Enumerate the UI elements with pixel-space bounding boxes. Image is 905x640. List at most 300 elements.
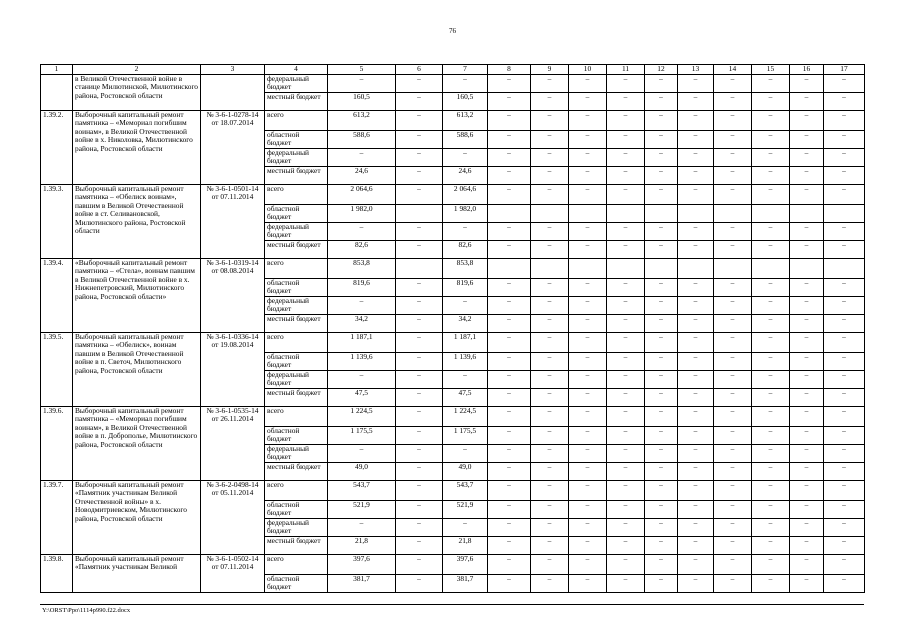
- value-col-17: [824, 204, 865, 222]
- column-header: 6: [396, 65, 443, 75]
- value-col-16: –: [790, 74, 824, 92]
- value-col-16: –: [790, 536, 824, 554]
- value-col-17: [824, 258, 865, 278]
- table-row: [41, 554, 865, 574]
- value-col-13: –: [678, 426, 714, 444]
- value-v6: –: [396, 554, 443, 574]
- page-number: 76: [449, 27, 456, 35]
- value-col-14: –: [714, 92, 752, 110]
- value-col-12: –: [645, 462, 678, 480]
- value-v5: –: [328, 148, 396, 166]
- value-col-15: –: [752, 536, 790, 554]
- value-col-8: –: [488, 352, 531, 370]
- value-col-11: –: [607, 518, 645, 536]
- value-col-9: –: [531, 222, 569, 240]
- value-col-16: –: [790, 110, 824, 130]
- value-col-12: –: [645, 130, 678, 148]
- value-col-14: –: [714, 130, 752, 148]
- value-col-10: –: [569, 426, 607, 444]
- value-col-14: –: [714, 370, 752, 388]
- value-col-16: –: [790, 314, 824, 332]
- funding-type: всего: [265, 110, 328, 130]
- value-col-8: –: [488, 314, 531, 332]
- value-col-10: –: [569, 536, 607, 554]
- funding-type: всего: [265, 258, 328, 278]
- value-col-8: –: [488, 332, 531, 352]
- value-col-17: –: [824, 74, 865, 92]
- value-v5: 2 064,6: [328, 184, 396, 204]
- value-col-12: –: [645, 406, 678, 426]
- value-v7: 34,2: [443, 314, 488, 332]
- value-col-14: –: [714, 148, 752, 166]
- value-col-12: –: [645, 536, 678, 554]
- value-col-11: –: [607, 166, 645, 184]
- value-col-15: [752, 258, 790, 278]
- value-col-11: –: [607, 370, 645, 388]
- value-col-11: –: [607, 444, 645, 462]
- value-col-11: –: [607, 332, 645, 352]
- value-v6: –: [396, 314, 443, 332]
- funding-type: областной бюджет: [265, 574, 328, 592]
- value-col-14: –: [714, 296, 752, 314]
- funding-type: федеральный бюджет: [265, 370, 328, 388]
- value-col-9: [531, 204, 569, 222]
- item-number: 1.39.2.: [41, 110, 73, 184]
- value-v6: –: [396, 296, 443, 314]
- value-col-11: [607, 258, 645, 278]
- value-col-15: –: [752, 462, 790, 480]
- table-body: [41, 65, 865, 593]
- value-v6: –: [396, 536, 443, 554]
- value-v6: –: [396, 130, 443, 148]
- value-v6: –: [396, 518, 443, 536]
- value-col-15: –: [752, 222, 790, 240]
- table-row: [41, 184, 865, 204]
- funding-type: областной бюджет: [265, 130, 328, 148]
- value-v6: –: [396, 574, 443, 592]
- value-col-13: –: [678, 184, 714, 204]
- value-col-10: –: [569, 444, 607, 462]
- item-document: № 3-6-1-0319-14 от 08.08.2014: [201, 258, 265, 332]
- value-col-13: –: [678, 462, 714, 480]
- value-col-17: –: [824, 480, 865, 500]
- value-col-17: –: [824, 444, 865, 462]
- value-col-11: –: [607, 74, 645, 92]
- value-v5: 588,6: [328, 130, 396, 148]
- value-col-11: [607, 204, 645, 222]
- item-document: № 3-6-2-0498-14 от 05.11.2014: [201, 480, 265, 554]
- column-header: 9: [531, 65, 569, 75]
- value-col-17: –: [824, 370, 865, 388]
- value-col-9: –: [531, 74, 569, 92]
- value-col-16: –: [790, 480, 824, 500]
- value-col-14: –: [714, 184, 752, 204]
- value-v6: –: [396, 332, 443, 352]
- value-col-12: –: [645, 500, 678, 518]
- value-col-16: [790, 204, 824, 222]
- value-col-15: –: [752, 352, 790, 370]
- value-col-9: –: [531, 500, 569, 518]
- value-col-8: –: [488, 426, 531, 444]
- value-col-10: –: [569, 332, 607, 352]
- value-col-10: –: [569, 314, 607, 332]
- value-col-17: –: [824, 536, 865, 554]
- value-v5: 1 224,5: [328, 406, 396, 426]
- funding-type: всего: [265, 184, 328, 204]
- value-col-8: –: [488, 74, 531, 92]
- value-col-13: –: [678, 406, 714, 426]
- value-col-8: –: [488, 130, 531, 148]
- value-col-17: –: [824, 222, 865, 240]
- value-v7: 1 224,5: [443, 406, 488, 426]
- value-v5: 160,5: [328, 92, 396, 110]
- value-col-14: –: [714, 536, 752, 554]
- value-col-17: –: [824, 574, 865, 592]
- value-col-16: –: [790, 184, 824, 204]
- item-document: № 3-6-1-0278-14 от 18.07.2014: [201, 110, 265, 184]
- value-col-11: –: [607, 426, 645, 444]
- value-col-10: –: [569, 480, 607, 500]
- value-col-17: –: [824, 406, 865, 426]
- value-v7: 160,5: [443, 92, 488, 110]
- value-col-10: –: [569, 296, 607, 314]
- value-col-10: –: [569, 406, 607, 426]
- value-col-16: –: [790, 554, 824, 574]
- value-col-15: –: [752, 240, 790, 258]
- value-col-14: –: [714, 240, 752, 258]
- value-v7: 543,7: [443, 480, 488, 500]
- value-col-15: –: [752, 296, 790, 314]
- value-v5: –: [328, 296, 396, 314]
- value-col-12: –: [645, 278, 678, 296]
- value-col-14: –: [714, 74, 752, 92]
- value-col-13: –: [678, 278, 714, 296]
- value-col-8: –: [488, 462, 531, 480]
- value-v7: –: [443, 518, 488, 536]
- funding-type: федеральный бюджет: [265, 222, 328, 240]
- value-v6: –: [396, 462, 443, 480]
- value-col-10: –: [569, 222, 607, 240]
- value-col-10: –: [569, 148, 607, 166]
- value-v6: –: [396, 444, 443, 462]
- funding-type: местный бюджет: [265, 92, 328, 110]
- value-col-9: –: [531, 480, 569, 500]
- value-col-12: –: [645, 110, 678, 130]
- value-col-9: –: [531, 130, 569, 148]
- value-col-16: –: [790, 332, 824, 352]
- value-col-17: –: [824, 314, 865, 332]
- column-header: 5: [328, 65, 396, 75]
- value-col-12: –: [645, 166, 678, 184]
- value-v5: –: [328, 74, 396, 92]
- value-col-12: –: [645, 222, 678, 240]
- value-col-13: –: [678, 314, 714, 332]
- value-col-8: –: [488, 500, 531, 518]
- value-col-17: –: [824, 184, 865, 204]
- value-col-14: –: [714, 314, 752, 332]
- item-document: № 3-6-1-0336-14 от 19.08.2014: [201, 332, 265, 406]
- value-v7: 1 139,6: [443, 352, 488, 370]
- value-col-13: [678, 204, 714, 222]
- value-col-16: –: [790, 500, 824, 518]
- value-col-16: –: [790, 240, 824, 258]
- item-document: № 3-6-1-0502-14 от 07.11.2014: [201, 554, 265, 592]
- value-col-16: –: [790, 444, 824, 462]
- value-col-15: –: [752, 332, 790, 352]
- value-col-12: –: [645, 444, 678, 462]
- item-document: № 3-6-1-0535-14 от 26.11.2014: [201, 406, 265, 480]
- value-v7: 1 175,5: [443, 426, 488, 444]
- column-header: 3: [201, 65, 265, 75]
- value-col-13: –: [678, 554, 714, 574]
- column-header: 11: [607, 65, 645, 75]
- item-number: 1.39.6.: [41, 406, 73, 480]
- value-col-12: –: [645, 332, 678, 352]
- value-col-8: –: [488, 388, 531, 406]
- value-v7: 1 982,0: [443, 204, 488, 222]
- value-col-12: –: [645, 388, 678, 406]
- value-v7: –: [443, 74, 488, 92]
- value-col-8: –: [488, 92, 531, 110]
- value-col-9: –: [531, 332, 569, 352]
- value-v5: 34,2: [328, 314, 396, 332]
- value-col-11: –: [607, 296, 645, 314]
- item-name: Выборочный капитальный ремонт памятника – «Обелиск», воинам павшим в Великой Отечественной войне в п. Светоч, Милютинского района, Ростовской области: [73, 332, 201, 406]
- value-col-16: –: [790, 388, 824, 406]
- value-col-11: –: [607, 278, 645, 296]
- value-col-9: –: [531, 296, 569, 314]
- value-col-15: –: [752, 480, 790, 500]
- value-col-9: –: [531, 278, 569, 296]
- value-col-13: –: [678, 332, 714, 352]
- value-col-17: –: [824, 240, 865, 258]
- value-col-8: –: [488, 110, 531, 130]
- value-v6: –: [396, 148, 443, 166]
- value-col-11: –: [607, 480, 645, 500]
- value-v6: –: [396, 92, 443, 110]
- value-col-15: –: [752, 574, 790, 592]
- value-col-8: –: [488, 184, 531, 204]
- funding-type: федеральный бюджет: [265, 444, 328, 462]
- value-v6: –: [396, 184, 443, 204]
- value-col-9: –: [531, 518, 569, 536]
- value-col-9: –: [531, 92, 569, 110]
- value-v5: –: [328, 518, 396, 536]
- value-col-15: –: [752, 444, 790, 462]
- value-col-13: –: [678, 296, 714, 314]
- value-col-15: –: [752, 148, 790, 166]
- column-header: 17: [824, 65, 865, 75]
- item-number: 1.39.8.: [41, 554, 73, 592]
- value-v5: 1 139,6: [328, 352, 396, 370]
- value-col-11: –: [607, 222, 645, 240]
- value-v6: –: [396, 426, 443, 444]
- funding-type: всего: [265, 480, 328, 500]
- value-v6: –: [396, 240, 443, 258]
- value-col-12: –: [645, 92, 678, 110]
- value-v5: 613,2: [328, 110, 396, 130]
- value-col-13: –: [678, 370, 714, 388]
- value-col-14: –: [714, 462, 752, 480]
- value-v7: 819,6: [443, 278, 488, 296]
- value-v7: 82,6: [443, 240, 488, 258]
- value-col-8: –: [488, 406, 531, 426]
- item-name: Выборочный капитальный ремонт памятника – «Мемориал погибшим воинам», в Великой Отечественной войне в п. Доброполье, Милютинского района, Ростовской области: [73, 406, 201, 480]
- footer-path: Y:\ORST\Ppo\1114p990.f22.docx: [42, 607, 131, 614]
- value-col-17: –: [824, 462, 865, 480]
- value-col-11: –: [607, 240, 645, 258]
- value-col-17: –: [824, 148, 865, 166]
- value-col-15: –: [752, 518, 790, 536]
- value-v6: –: [396, 480, 443, 500]
- value-col-10: –: [569, 130, 607, 148]
- value-v6: –: [396, 166, 443, 184]
- value-col-11: –: [607, 130, 645, 148]
- value-col-14: –: [714, 222, 752, 240]
- funding-type: всего: [265, 406, 328, 426]
- value-col-12: –: [645, 314, 678, 332]
- value-col-8: –: [488, 370, 531, 388]
- value-col-16: –: [790, 370, 824, 388]
- value-v6: –: [396, 370, 443, 388]
- value-col-13: –: [678, 574, 714, 592]
- value-col-16: –: [790, 462, 824, 480]
- value-v7: –: [443, 444, 488, 462]
- funding-type: федеральный бюджет: [265, 148, 328, 166]
- item-document: № 3-6-1-0501-14 от 07.11.2014: [201, 184, 265, 258]
- value-col-15: –: [752, 500, 790, 518]
- value-v5: 819,6: [328, 278, 396, 296]
- funding-type: федеральный бюджет: [265, 74, 328, 92]
- column-header: 4: [265, 65, 328, 75]
- value-col-16: –: [790, 426, 824, 444]
- funding-type: местный бюджет: [265, 166, 328, 184]
- value-col-11: –: [607, 388, 645, 406]
- value-col-8: –: [488, 574, 531, 592]
- item-name: в Великой Отечественной войне в станице Милютинской, Милютинского района, Ростовской области: [73, 74, 201, 110]
- value-col-15: –: [752, 406, 790, 426]
- value-col-10: –: [569, 574, 607, 592]
- value-v7: –: [443, 296, 488, 314]
- value-col-8: –: [488, 480, 531, 500]
- funding-type: областной бюджет: [265, 500, 328, 518]
- value-col-14: –: [714, 554, 752, 574]
- item-number: 1.39.4.: [41, 258, 73, 332]
- value-col-15: –: [752, 184, 790, 204]
- value-v6: [396, 204, 443, 222]
- value-col-12: –: [645, 148, 678, 166]
- value-col-11: –: [607, 148, 645, 166]
- value-v5: 853,8: [328, 258, 396, 278]
- value-col-17: –: [824, 110, 865, 130]
- table-row: [41, 332, 865, 352]
- item-number: [41, 74, 73, 110]
- value-col-15: –: [752, 554, 790, 574]
- column-header: 7: [443, 65, 488, 75]
- value-col-16: –: [790, 92, 824, 110]
- value-col-15: –: [752, 92, 790, 110]
- value-col-9: –: [531, 370, 569, 388]
- item-number: 1.39.5.: [41, 332, 73, 406]
- value-col-14: –: [714, 388, 752, 406]
- value-col-16: –: [790, 574, 824, 592]
- value-col-14: –: [714, 574, 752, 592]
- value-v5: 1 982,0: [328, 204, 396, 222]
- value-v5: 521,9: [328, 500, 396, 518]
- value-col-14: –: [714, 480, 752, 500]
- value-col-9: –: [531, 184, 569, 204]
- column-header: 13: [678, 65, 714, 75]
- value-col-17: –: [824, 500, 865, 518]
- value-col-11: –: [607, 110, 645, 130]
- table-row: [41, 406, 865, 426]
- value-col-12: –: [645, 518, 678, 536]
- value-col-12: –: [645, 352, 678, 370]
- value-v7: 49,0: [443, 462, 488, 480]
- value-col-10: –: [569, 462, 607, 480]
- value-col-16: –: [790, 166, 824, 184]
- value-v5: 1 175,5: [328, 426, 396, 444]
- value-col-8: –: [488, 222, 531, 240]
- value-col-10: –: [569, 388, 607, 406]
- value-col-17: –: [824, 352, 865, 370]
- value-col-16: –: [790, 278, 824, 296]
- value-col-12: –: [645, 240, 678, 258]
- value-v7: 47,5: [443, 388, 488, 406]
- item-name: Выборочный капитальный ремонт памятника – «Обелиск воинам», павшим в Великой Отечественной войне в ст. Селивановской, Милютинского района, Ростовской области: [73, 184, 201, 258]
- value-v7: 588,6: [443, 130, 488, 148]
- item-number: 1.39.3.: [41, 184, 73, 258]
- value-v7: 21,8: [443, 536, 488, 554]
- value-v7: 2 064,6: [443, 184, 488, 204]
- value-col-11: –: [607, 462, 645, 480]
- funding-type: местный бюджет: [265, 314, 328, 332]
- value-col-9: –: [531, 314, 569, 332]
- value-col-8: –: [488, 148, 531, 166]
- bottom-rule: [40, 604, 864, 605]
- item-name: «Выборочный капитальный ремонт памятника – «Стела», воинам павшим в Великой Отечественной войне в х. Нижнепетровский, Милютинского района, Ростовской области»: [73, 258, 201, 332]
- value-col-15: [752, 204, 790, 222]
- value-col-17: –: [824, 278, 865, 296]
- value-v7: 613,2: [443, 110, 488, 130]
- value-col-17: –: [824, 554, 865, 574]
- value-col-8: –: [488, 444, 531, 462]
- value-v5: 1 187,1: [328, 332, 396, 352]
- value-v5: –: [328, 444, 396, 462]
- value-col-12: –: [645, 296, 678, 314]
- value-col-8: –: [488, 240, 531, 258]
- funding-type: областной бюджет: [265, 278, 328, 296]
- value-col-10: –: [569, 92, 607, 110]
- funding-type: областной бюджет: [265, 352, 328, 370]
- value-v7: 1 187,1: [443, 332, 488, 352]
- value-col-9: –: [531, 536, 569, 554]
- value-col-9: –: [531, 148, 569, 166]
- table-row: [41, 258, 865, 278]
- table-row: [41, 110, 865, 130]
- value-col-8: –: [488, 536, 531, 554]
- value-col-17: –: [824, 518, 865, 536]
- value-col-17: –: [824, 92, 865, 110]
- value-col-10: –: [569, 166, 607, 184]
- value-col-12: [645, 258, 678, 278]
- funding-type: областной бюджет: [265, 426, 328, 444]
- value-col-13: –: [678, 240, 714, 258]
- value-v5: –: [328, 370, 396, 388]
- value-col-13: –: [678, 536, 714, 554]
- value-col-10: –: [569, 110, 607, 130]
- value-col-14: [714, 258, 752, 278]
